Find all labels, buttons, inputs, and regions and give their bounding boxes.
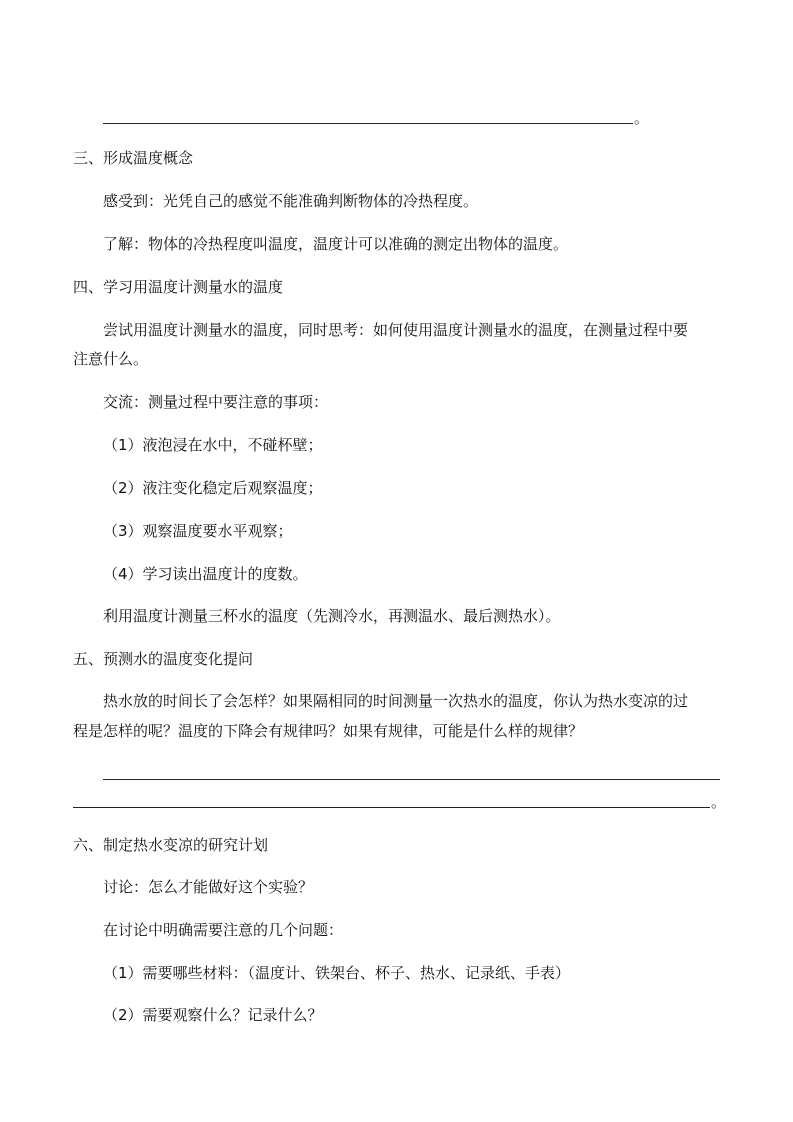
list-item: （2）液注变化稳定后观察温度； <box>103 479 323 497</box>
answer-blank-line <box>103 123 633 124</box>
paragraph-try-line1: 尝试用温度计测量水的温度，同时思考：如何使用温度计测量水的温度，在测量过程中要 <box>103 321 689 339</box>
paragraph-feel: 感受到：光凭自己的感觉不能准确判断物体的冷热程度。 <box>103 192 479 210</box>
paragraph-question-line1: 热水放的时间长了会怎样？如果隔相同的时间测量一次热水的温度，你认为热水变凉的过 <box>103 692 689 710</box>
paragraph-try-line2: 注意什么。 <box>73 350 149 368</box>
section-heading-4: 四、学习用温度计测量水的温度 <box>73 278 284 296</box>
paragraph-understand: 了解：物体的冷热程度叫温度，温度计可以准确的测定出物体的温度。 <box>103 235 569 253</box>
list-item: （4）学习读出温度计的度数。 <box>103 565 308 583</box>
list-item: （1）液泡浸在水中，不碰杯壁； <box>103 436 323 454</box>
paragraph-exchange: 交流：测量过程中要注意的事项： <box>103 393 329 411</box>
blank-period: 。 <box>634 109 650 127</box>
paragraph-clarify: 在讨论中明确需要注意的几个问题： <box>103 921 344 939</box>
section-heading-5: 五、预测水的温度变化提问 <box>73 650 254 668</box>
blank-period: 。 <box>711 793 727 811</box>
section-heading-6: 六、制定热水变凉的研究计划 <box>73 836 269 854</box>
list-item: （1）需要哪些材料：（温度计、铁架台、杯子、热水、记录纸、手表） <box>103 964 571 982</box>
paragraph-measure: 利用温度计测量三杯水的温度（先测冷水，再测温水、最后测热水）。 <box>103 607 561 625</box>
list-item: （3）观察温度要水平观察； <box>103 522 293 540</box>
paragraph-question-line2: 程是怎样的呢？温度的下降会有规律吗？如果有规律，可能是什么样的规律？ <box>73 722 584 740</box>
answer-blank-line <box>73 807 710 808</box>
section-heading-3: 三、形成温度概念 <box>73 149 194 167</box>
paragraph-discuss: 讨论：怎么才能做好这个实验？ <box>103 878 314 896</box>
answer-blank-line <box>103 779 720 780</box>
list-item: （2）需要观察什么？记录什么？ <box>103 1006 323 1024</box>
